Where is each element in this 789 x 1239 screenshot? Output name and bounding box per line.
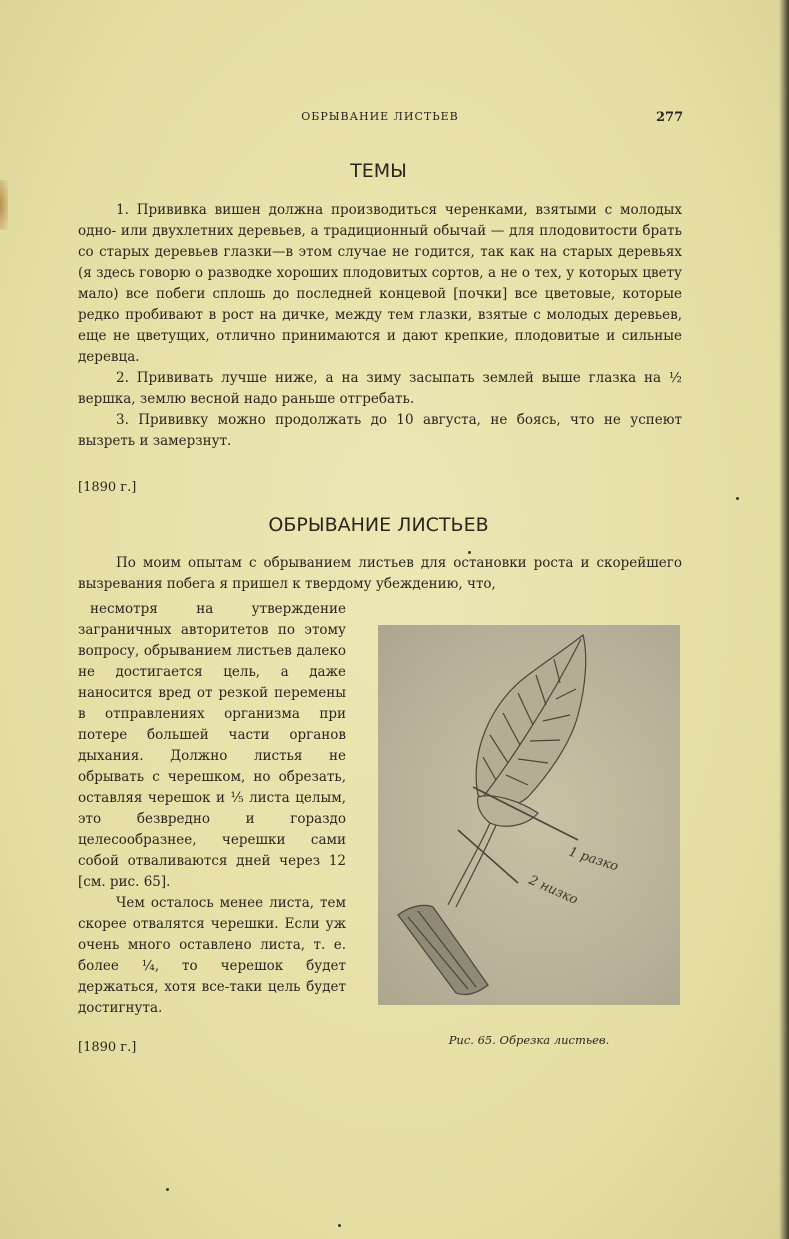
print-speck <box>166 1188 169 1191</box>
petiole <box>448 823 496 907</box>
temy-paragraph-1: 1. Прививка вишен должна производиться черенками, взятыми с молодых одно- или двухлетних деревьев, а традиционный обычай — для плодовитости брать со старых деревьев глазки—в этом случае не годится, так как на старых деревьях (я здесь говорю о разводке хороших плодовитых сортов, а не о тех, у которых цвету мало) все побеги сплошь до последней концевой [почки] все цветовые, которые редко пробивают в рост на дичке, между тем глазки, взятые с молодых деревьев, еще не цветущих, отлично принимаются и дают крепкие, плодовитые и сильные деревца. <box>78 202 682 365</box>
running-title: ОБРЫВАНИЕ ЛИСТЬЕВ <box>301 110 459 123</box>
obryvanie-intro <box>78 553 682 595</box>
figure-label-2: 2 низко <box>526 872 581 908</box>
cut-line-2 <box>458 830 518 883</box>
temy-body <box>78 200 682 452</box>
obryvanie-date: [1890 г.] <box>78 1040 137 1055</box>
obryvanie-paragraph-2: Чем осталось менее листа, тем скорее отвалятся черешки. Если уж очень много оставлено листа, т. е. более ¼, то черешок будет держаться, хотя все-таки цель будет достигнута. <box>78 895 346 1016</box>
running-header <box>0 110 789 126</box>
section-heading-temy: ТЕМЫ <box>350 160 407 182</box>
obryvanie-paragraph-1: несмотря на утверждение заграничных авторитетов по этому вопросу, обрыванием листьев далеко не достигается цель, а даже наносится вред от резкой перемены в отправлениях организма при потере большей части органов дыхания. Должно листья не обрывать с черешком, но обрезать, оставляя черешок и ⅕ листа целым, это безвредно и гораздо целесообразнее, черешки сами собой отваливаются дней через 12 [см. рис. 65]. <box>78 601 346 890</box>
print-speck <box>736 497 739 500</box>
figure-label-1: 1 разко <box>566 844 621 875</box>
obryvanie-intro-text: По моим опытам с обрыванием листьев для остановки роста и скорейшего вызревания побега я пришел к твердому убеждению, что, <box>78 555 682 592</box>
temy-paragraph-3: 3. Прививку можно продолжать до 10 августа, не боясь, что не успеют вызреть и замерзнут. <box>78 412 682 449</box>
print-speck <box>468 551 471 554</box>
page-stain <box>0 180 8 230</box>
temy-date: [1890 г.] <box>78 480 137 495</box>
leaf-remaining <box>478 796 538 826</box>
temy-paragraph-2: 2. Прививать лучше ниже, а на зиму засыпать землей выше глазка на ½ вершка, землю весной надо раньше отгребать. <box>78 370 682 407</box>
figure-leaf-pruning <box>378 625 680 1005</box>
leaf-drawing <box>378 625 680 1005</box>
figure-caption: Рис. 65. Обрезка листьев. <box>448 1033 610 1047</box>
page-number: 277 <box>656 110 684 125</box>
page-edge-shadow <box>779 0 789 1239</box>
obryvanie-column <box>78 599 346 1019</box>
section-heading-obryvanie: ОБРЫВАНИЕ ЛИСТЬЕВ <box>268 514 489 536</box>
stem <box>398 905 488 994</box>
print-speck <box>338 1224 341 1227</box>
